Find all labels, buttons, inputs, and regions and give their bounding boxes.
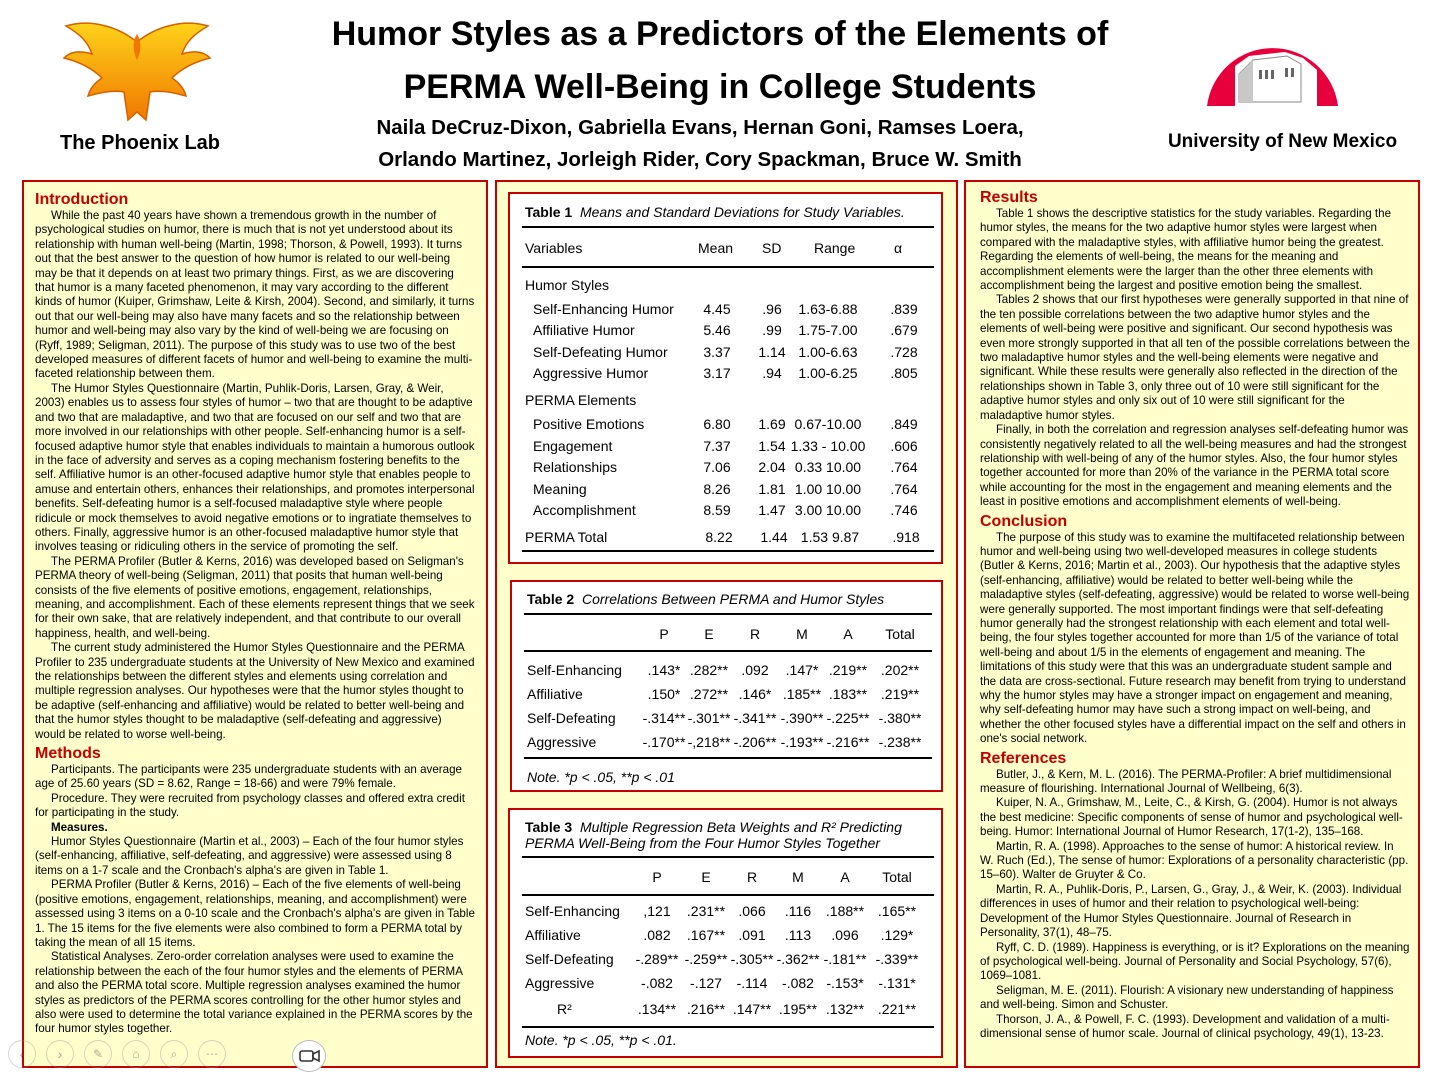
table-1-cell: 3.37 xyxy=(703,343,731,360)
menu-icon[interactable]: ⋯ xyxy=(198,1040,226,1068)
home-icon[interactable]: ⌂ xyxy=(122,1040,150,1068)
table-3-row-label: Aggressive xyxy=(525,975,595,991)
table-2-cell: -.216** xyxy=(826,734,870,750)
poster-authors: Naila DeCruz-Dixon, Gabriella Evans, Hernan Goni, Ramses Loera, Orlando Martinez, Jorleigh Rider, Cory Spackman, Bruce W. Smith xyxy=(376,116,1024,171)
table-2-cell: .146* xyxy=(738,686,772,702)
table-3-cell: -.114 xyxy=(736,975,768,991)
table-3-cell: -.362** xyxy=(776,951,820,967)
table-3-cell: -.259** xyxy=(684,951,728,967)
table-1-cell: .96 xyxy=(762,301,782,317)
table-2-cell: -,218** xyxy=(687,734,731,750)
table-1-bottom-rule xyxy=(522,550,934,552)
table-1-top-rule xyxy=(522,226,934,228)
table-3-header: E xyxy=(701,869,711,885)
table-1-cell: 1.00 10.00 xyxy=(794,480,862,497)
methods-paragraph: Participants. The participants were 235 undergraduate students with an average age of 25.60 years (SD = 8.62, Range = 18-66) and were 79% female. xyxy=(35,763,462,791)
table-3-row-label: Affiliative xyxy=(525,927,581,943)
table-3 xyxy=(508,808,943,1058)
table-1-cell: 1.63-6.88 xyxy=(798,301,858,317)
table-1-cell: 3.00 10.00 xyxy=(794,502,862,518)
methods-paragraph: PERMA Profiler (Butler & Kerns, 2016) – Each of the five elements of well-being (positive emotions, engagement, relationships, meaning, and accomplishment) were assessed using 3 items on a 0-10 scale and the Cronbach's alpha's are given in Table 1. The 15 items for the five elements were also combined to form a PERMA total by taking the mean of all 15 items. xyxy=(35,878,475,949)
table-3-cell: .188** xyxy=(825,903,865,919)
reference-item: Martin, R. A., Puhlik-Doris, P., Larsen, G., Gray, J., & Weir, K. (2003). Individual differences in uses of humor and their relation to psychological well-being: Development of the Humor Styles Questionnaire. Journal of Research in Personality, 37(1), 48–75. xyxy=(980,882,1402,940)
table-3-cell: .091 xyxy=(738,927,766,943)
table-1-header-rule xyxy=(522,266,934,268)
table-1-header: Mean xyxy=(698,240,734,256)
table-2-cell: .219** xyxy=(828,662,868,678)
table-2-cell: -.225** xyxy=(826,710,870,726)
table-1-cell: .918 xyxy=(892,529,920,545)
table-1-cell: 1.33 - 10.00 xyxy=(790,437,866,454)
table-3-header: M xyxy=(792,869,804,885)
table-3-cell: -.131* xyxy=(878,975,916,991)
table-1-cell: .764 xyxy=(890,459,918,475)
table-2-cell: -.170** xyxy=(642,734,686,750)
table-1-cell: 2.04 xyxy=(758,459,786,475)
table-1-cell: .805 xyxy=(890,364,918,381)
table-2-row-label: Self-Defeating xyxy=(527,710,616,726)
results-paragraph: Finally, in both the correlation and regression analyses self-defeating humor was consistently negatively related to all the well-being measures and had the strongest relationship with well-being of any of the humor styles. Also, the four humor styles together accounted for more than 20% of the variance in the PERMA total score while accounting for the most in the engagement and meaning elements and the least in positive emotions and accomplishment elements of well-being. xyxy=(980,423,1409,509)
reference-item: Seligman, M. E. (2011). Flourish: A visionary new understanding of happiness and well-being. Simon and Schuster. xyxy=(980,983,1394,1012)
table-2-cell: -.390** xyxy=(780,710,824,726)
table-1-row-label: Self-Enhancing Humor xyxy=(533,301,674,317)
reference-item: Kuiper, N. A., Grimshaw, M., Leite, C., & Kirsh, G. (2004). Humor is not always the best medicine: Specific components of sense of humor and psychological well-being. Humor: International Journal of Humor Research, 17(1-2), 135–168. xyxy=(980,796,1403,839)
table-3-note: Note. *p < .05, **p < .01. xyxy=(525,1032,677,1048)
table-1-cell: 1.47 xyxy=(758,502,786,518)
table-1-cell: 1.00-6.25 xyxy=(798,364,858,381)
table-1-row-label: Relationships xyxy=(533,459,618,475)
table-2-cell: .185** xyxy=(782,686,822,702)
conclusion-heading: Conclusion xyxy=(980,512,1068,530)
table-1-header: SD xyxy=(762,240,782,256)
table-2-header: Total xyxy=(885,626,915,642)
table-2-cell: -.238** xyxy=(878,734,922,750)
table-1-cell: 1.14 xyxy=(758,343,786,360)
intro-paragraph: The Humor Styles Questionnaire (Martin, Puhlik-Doris, Larsen, Gray, & Weir, 2003) enables us to assess four styles of humor – two that are thought to be adaptive and two that are maladaptive, and two that are focused on our self and two that are more involved in our relationships with other people. Self-enhancing humor is a self-focused adaptive humor style that enables individuals to maintain a humorous outlook in the face of adversity and serves as a coping mechanism fostering benefits to the self. Affiliative humor is an other-focused adaptive humor style that enables people to amuse and entertain others, enhances their relationships, and promotes interpersonal benefits. Self-defeating humor is a self-focused maladaptive style where people ridicule or mock themselves to avoid negative emotions or to ingratiate themselves to others. Finally, aggressive humor is an other-focused maladaptive humor style that involves teasing or ridiculing others in the service of promoting the self. xyxy=(35,381,475,554)
table-1-cell: 7.06 xyxy=(703,459,731,475)
table-2-cell: .092 xyxy=(741,662,769,678)
table-3-header: P xyxy=(652,869,662,885)
table-1-caption: Table 1 Means and Standard Deviations for Study Variables. xyxy=(525,204,905,220)
table-2-row-label: Aggressive xyxy=(527,734,597,750)
table-1-cell: 1.69 xyxy=(758,416,786,432)
video-camera-icon[interactable] xyxy=(292,1040,326,1072)
table-1-header: Range xyxy=(814,240,856,256)
left-column-text xyxy=(35,190,475,1060)
table-2-row-label: Self-Enhancing xyxy=(527,662,622,678)
table-3-top-rule xyxy=(522,856,934,858)
table-3-cell: .082 xyxy=(643,927,671,943)
pen-icon[interactable]: ✎ xyxy=(84,1040,112,1068)
table-2-bottom-rule xyxy=(524,757,932,759)
table-3-header: R xyxy=(746,869,758,885)
table-1-row-label: Self-Defeating Humor xyxy=(533,343,668,360)
table-2-cell: .183** xyxy=(828,686,868,702)
table-1-row-label: Affiliative Humor xyxy=(533,322,635,339)
reference-item: Martin, R. A. (1998). Approaches to the sense of humor: A historical review. In W. Ruch (Ed.), The sense of humor: Explorations of a personality characteristic (pp. 15–60). Walter de Gruyter & Co. xyxy=(980,839,1409,882)
table-1-cell: .728 xyxy=(890,343,918,360)
methods-paragraph: Measures. xyxy=(51,820,108,834)
table-3-cell: -.082 xyxy=(782,975,814,991)
table-3-row-label: R² xyxy=(557,1001,572,1017)
table-3-cell: .096 xyxy=(831,927,859,943)
table-2-note: Note. *p < .05, **p < .01 xyxy=(527,769,675,785)
table-3-cell: -.339** xyxy=(875,951,919,967)
table-3-cell: .066 xyxy=(738,903,766,919)
table-1-cell: 5.46 xyxy=(703,322,731,339)
table-1-row-label: Positive Emotions xyxy=(533,416,645,432)
table-3-header: Total xyxy=(882,869,912,885)
lab-name: The Phoenix Lab xyxy=(59,132,221,154)
table-3-cell: .132** xyxy=(825,1001,865,1017)
right-column-text xyxy=(980,188,1410,1060)
table-1-header: α xyxy=(894,240,903,256)
table-1-cell: 6.80 xyxy=(703,416,731,432)
table-2-cell: -.341** xyxy=(733,710,777,726)
table-3-caption: Table 3 Multiple Regression Beta Weights and R² Predicting PERMA Well-Being from the Four Humor Styles Together xyxy=(525,819,902,851)
zoom-icon[interactable]: ⌕ xyxy=(160,1040,188,1068)
table-1-cell: 8.59 xyxy=(703,502,731,518)
table-1-row-label: Accomplishment xyxy=(533,502,636,518)
table-3-bottom-rule xyxy=(522,1026,934,1028)
table-2-cell: -.206** xyxy=(733,734,777,750)
table-1-cell: 1.81 xyxy=(758,480,786,497)
table-3-row-label: Self-Enhancing xyxy=(525,903,620,919)
results-heading: Results xyxy=(980,189,1038,206)
table-1-cell: .679 xyxy=(890,322,918,339)
table-1-row-label: Aggressive Humor xyxy=(533,364,649,381)
table-2-header: A xyxy=(843,626,853,642)
table-1-cell: .606 xyxy=(890,437,918,454)
intro-paragraph: While the past 40 years have shown a tremendous growth in the number of psychological studies on humor, there is much that is not yet understood about its relationship with human well-being (Martin, 1998; Thorson, & Powell, 1993). It turns out that the best answer to the question of how humor is related to our well-being may be that it depends on at least two primary things. First, as we are discovering that humor is a many faceted phenomenon, it may vary according to the different kinds of humor (Kuiper, Grimshaw, Leite & Kirsh, 2004). Second, and similarly, it turns out that our well-being may also have many facets and so the relationship between humor and well-being may also vary by the kind of well-being we are focusing on (Ryff, 1989; Seligman, 2011). The purpose of this study was to use two of the best developed measures of different facets of humor and well-being to examine the multi-faceted relationship between them. xyxy=(35,209,475,381)
table-1-cell: 1.75-7.00 xyxy=(798,322,858,339)
table-1-header: Variables xyxy=(525,240,583,256)
table-1-group-label: PERMA Elements xyxy=(525,392,637,408)
table-2-cell: .150* xyxy=(647,686,681,702)
table-2-cell: .147* xyxy=(785,662,819,678)
table-1-cell: 1.53 9.87 xyxy=(800,529,860,545)
table-2-header: P xyxy=(659,626,669,642)
table-1-cell: 8.26 xyxy=(703,480,731,497)
table-1-row-label: Meaning xyxy=(533,480,587,497)
table-3-row-label: Self-Defeating xyxy=(525,951,614,967)
table-3-cell: -.305** xyxy=(730,951,774,967)
table-1-cell: 1.00-6.63 xyxy=(798,343,858,360)
table-3-cell: .167** xyxy=(686,927,726,943)
table-1-row-label: Engagement xyxy=(533,437,613,454)
forward-icon[interactable]: › xyxy=(46,1040,74,1068)
table-3-cell: -.127 xyxy=(690,975,722,991)
table-3-cell: .221** xyxy=(877,1001,917,1017)
table-1-cell: 1.54 xyxy=(758,437,786,454)
table-2-cell: .202** xyxy=(880,662,920,678)
table-1-cell: 4.45 xyxy=(703,301,731,317)
table-3-cell: .165** xyxy=(877,903,917,919)
table-1-cell: 7.37 xyxy=(703,437,731,454)
table-2 xyxy=(510,580,943,792)
table-1-cell: .849 xyxy=(890,416,918,432)
video-camera-glyph xyxy=(293,1041,325,1071)
table-1-group-label: Humor Styles xyxy=(525,277,610,293)
references-list xyxy=(980,768,1410,1042)
table-3-cell: ,121 xyxy=(643,903,671,919)
table-2-cell: .143* xyxy=(647,662,681,678)
results-paragraph: Table 1 shows the descriptive statistics for the study variables. Regarding the humor styles, the means for the two adaptive humor styles were largest when compared with the maladaptive styles, with affiliative humor being the greatest. Regarding the elements of well-being, the means for the meaning and accomplishment elements were the larger than the other three elements with accomplishment being the largest and positive emotion being the smallest. xyxy=(980,207,1392,293)
table-1-cell: .99 xyxy=(762,322,782,339)
reference-item: Ryff, C. D. (1989). Happiness is everything, or is it? Explorations on the meaning of psychological well-being. Journal of Personality and Social Psychology, 57(6), 1069–1081. xyxy=(980,940,1410,983)
table-1 xyxy=(508,192,943,564)
table-3-cell: -.181** xyxy=(823,951,867,967)
table-2-top-rule xyxy=(524,613,932,615)
unm-building-logo-icon xyxy=(1205,18,1340,110)
table-2-cell: .219** xyxy=(880,686,920,702)
table-2-caption: Table 2 Correlations Between PERMA and Humor Styles xyxy=(527,591,885,607)
table-3-cell: .147** xyxy=(732,1001,772,1017)
conclusion-paragraph: The purpose of this study was to examine the multifaceted relationship between humor and well-being using two well-developed measures in college students (Butler & Kerns, 2016; Martin et al., 2003). Our hypothesis that the adaptive styles (self-enhancing, affiliative) would be related to better well-being while the maladaptive styles (self-defeating, aggressive) would be related to worse well-being were generally supported. The most important findings were that self-defeating humor generally had the strongest relationship with each element and total well-being, the four styles together accounted for more than 1/5 of the variance of total well-being and about 1/5 in the elements of engagement and meaning. The limitations of this study were that this was an undergraduate student sample and the data are cross-sectional. Future research may benefit from trying to understand why the humor styles may have a stronger impact on engagement and meaning, why self-defeating humor may have such a strong impact on well-being, and whether the other focused styles have a differential impact on the self and others in one's social network. xyxy=(980,530,1410,746)
table-2-cell: .282** xyxy=(689,662,729,678)
table-1-cell: 0.67-10.00 xyxy=(794,416,862,432)
methods-heading: Methods xyxy=(35,745,101,763)
table-2-cell: -.380** xyxy=(878,710,922,726)
table-3-cell: .134** xyxy=(637,1001,677,1017)
table-3-cell: .116 xyxy=(784,903,812,919)
university-name: University of New Mexico xyxy=(1167,131,1398,152)
references-heading: References xyxy=(980,749,1067,767)
reference-item: Thorson, J. A., & Powell, F. C. (1993). Development and validation of a multi-dimensional sense of humor scale. Journal of clinical psychology, 49(1), 13-23. xyxy=(980,1012,1390,1040)
table-2-row-label: Affiliative xyxy=(527,686,583,702)
table-2-cell: .272** xyxy=(689,686,729,702)
table-1-cell: .94 xyxy=(762,364,782,381)
table-2-cell: -.301** xyxy=(687,710,731,726)
phoenix-bird-icon xyxy=(62,20,212,125)
table-3-cell: -.289** xyxy=(635,951,679,967)
table-1-cell: .746 xyxy=(890,502,918,518)
table-1-cell: .764 xyxy=(890,480,918,497)
intro-paragraph: The current study administered the Humor Styles Questionnaire and the PERMA Profiler to 235 undergraduate students at the University of New Mexico and examined the relationships between the different styles and elements using correlation and multiple regression analyses. Our hypotheses were that the humor styles thought to be adaptive (self-enhancing and affiliative) would be related to better well-being and that the humor styles thought to be maladaptive (self-defeating and aggressive) would be related to worse well-being. xyxy=(35,641,475,741)
table-3-cell: -.082 xyxy=(641,975,673,991)
table-3-cell: .195** xyxy=(778,1001,818,1017)
table-1-row-label: PERMA Total xyxy=(525,529,608,545)
table-3-cell: .231** xyxy=(686,903,726,919)
table-3-cell: .216** xyxy=(686,1001,726,1017)
reference-item: Butler, J., & Kern, M. L. (2016). The PERMA-Profiler: A brief multidimensional measure of flourishing. International Journal of Wellbeing, 6(3). xyxy=(980,767,1392,796)
table-1-cell: 0.33 10.00 xyxy=(794,459,862,475)
table-1-cell: 8.22 xyxy=(705,529,733,545)
table-2-header: M xyxy=(796,626,808,642)
table-2-cell: -.314** xyxy=(642,710,686,726)
table-3-header-rule xyxy=(522,894,934,896)
table-1-cell: 3.17 xyxy=(703,364,731,381)
table-2-header: E xyxy=(704,626,714,642)
table-2-cell: -.193** xyxy=(780,734,824,750)
table-3-cell: .113 xyxy=(784,927,812,943)
poster-title: Humor Styles as a Predictors of the Elements of PERMA Well-Being in College Students xyxy=(331,15,1109,106)
back-icon[interactable]: ‹ xyxy=(8,1040,36,1068)
table-1-cell: 1.44 xyxy=(760,529,788,545)
table-1-cell: .839 xyxy=(890,301,918,317)
introduction-heading: Introduction xyxy=(35,191,129,208)
methods-paragraph: Procedure. They were recruited from psychology classes and offered extra credit for participating in the study. xyxy=(35,791,465,820)
intro-paragraph: The PERMA Profiler (Butler & Kerns, 2016) was developed based on Seligman's PERMA theory of well-being (Seligman, 2011) that posits that human well-being consists of the five elements of positive emotions, engagement, relationships, meaning, and accomplishment. Each of these elements represent things that we seek for their own sake, that are relatively independent, and that contribute to our overall happiness, health, and well-being. xyxy=(35,554,475,640)
table-3-cell: -.153* xyxy=(826,975,864,991)
methods-paragraph: Humor Styles Questionnaire (Martin et al., 2003) – Each of the four humor styles (self-enhancing, affiliative, self-defeating, and aggressive) were assessed using 8 items on a 1-7 scale and the Cronbach's alpha's are given in Table 1. xyxy=(35,835,464,877)
table-3-cell: .129* xyxy=(880,927,914,943)
table-3-header: A xyxy=(840,869,850,885)
table-2-header: R xyxy=(749,626,761,642)
table-2-header-rule xyxy=(524,650,932,652)
results-paragraph: Tables 2 shows that our first hypotheses were generally supported in that nine of the ten possible correlations between the two adaptive humor styles and the elements of well-being were positive and significant. Our second hypothesis was even more strongly supported in that all ten of the possible correlations between the two maladaptive humor styles and the well-being elements were negative and significant. While these results were generally also reflected in the direction of the relationships shown in Table 3, only three out of 10 were still significant for the adaptive humor styles and only six out of 10 were still significant for the maladaptive humor styles. xyxy=(980,293,1410,422)
methods-paragraph: Statistical Analyses. Zero-order correlation analyses were used to examine the relationship between the each of the four humor styles and the elements of PERMA and also the PERMA total score. Multiple regression analyses examined the humor styles as predictors of the PERMA scores controlling for the other humor styles and also were used to determine the total variance explained in the PERMA scores by the four humor styles together. xyxy=(35,950,473,1036)
